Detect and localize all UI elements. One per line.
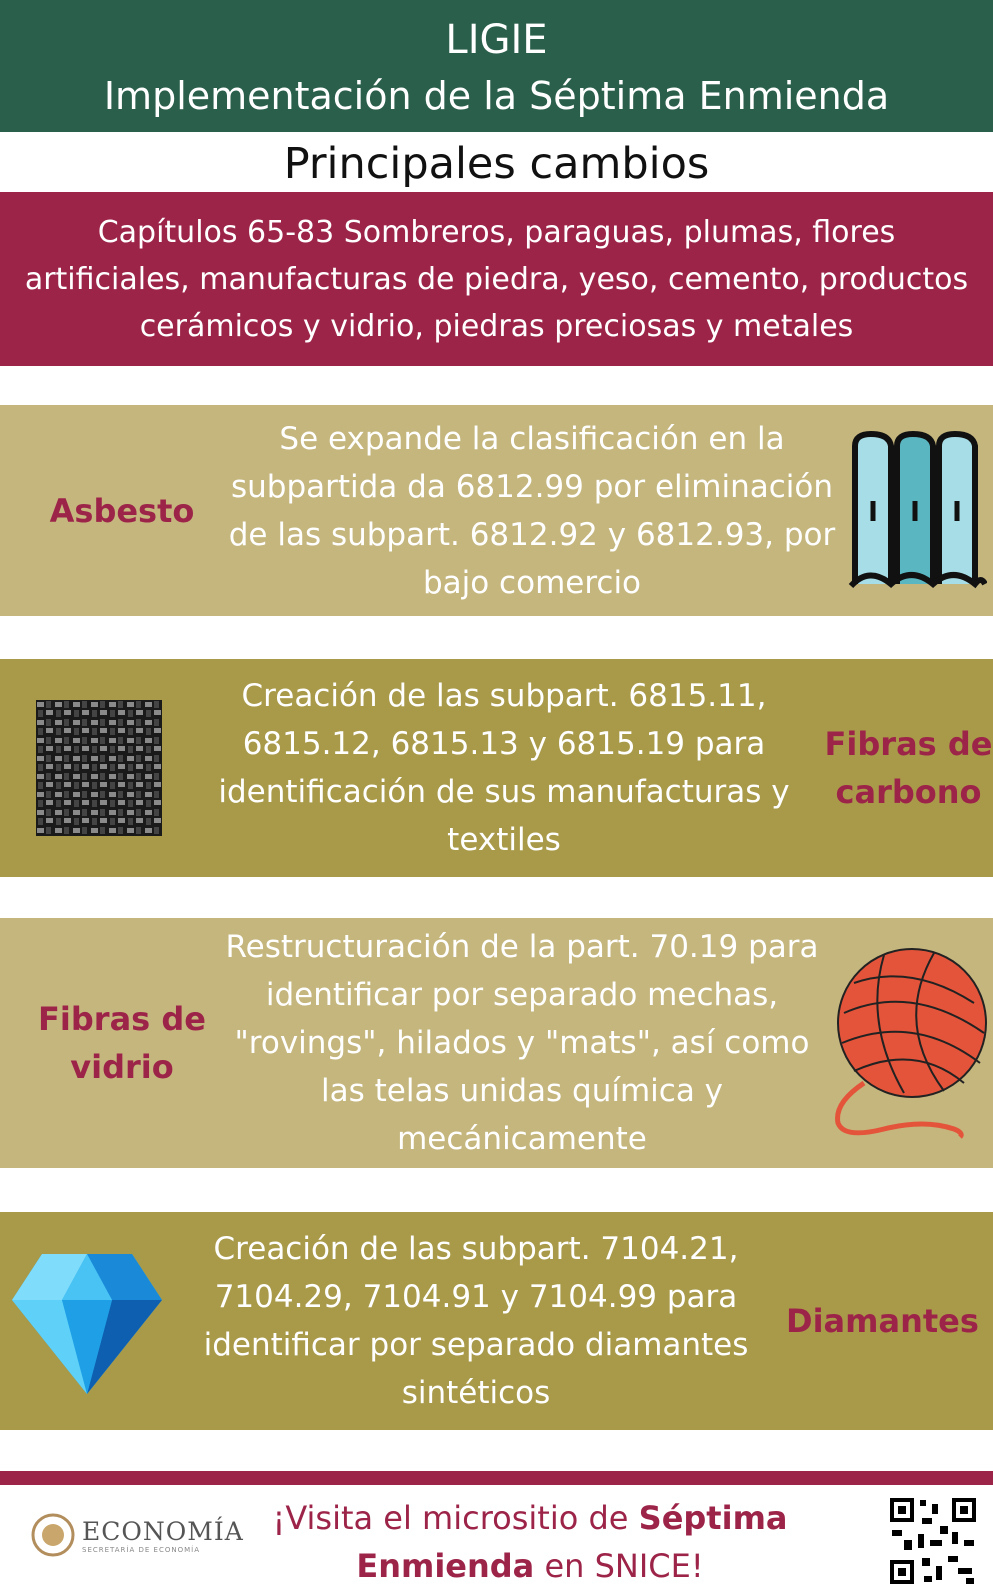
economia-logo xyxy=(30,1512,244,1558)
cta-text-bold: Séptima Enmienda xyxy=(356,1499,788,1585)
section-label: Asbesto xyxy=(49,491,195,530)
chapters-banner xyxy=(0,192,993,366)
logo-name: ECONOMÍA xyxy=(82,1516,244,1546)
diamond-icon xyxy=(8,1246,166,1396)
cta-text-part2: en SNICE! xyxy=(534,1547,704,1585)
yarn-ball-icon xyxy=(822,943,992,1143)
carbon-fiber-weave-icon xyxy=(14,700,184,836)
microsite-cta[interactable] xyxy=(250,1494,810,1590)
eagle-seal-icon xyxy=(30,1512,76,1558)
section-diamantes xyxy=(0,1212,993,1430)
footer-divider xyxy=(0,1471,993,1485)
section-label: Fibras de carbono xyxy=(824,725,993,811)
chapters-text: Capítulos 65-83 Sombreros, paraguas, plumas, flores artificiales, manufacturas de piedra, yeso, cemento, productos cerámicos y vidrio, piedras preciosas y metales xyxy=(24,214,969,344)
header-subtitle: Implementación de la Séptima Enmienda xyxy=(103,74,890,118)
section-fibras-carbono xyxy=(0,659,993,877)
page-title: Principales cambios xyxy=(283,139,710,189)
section-text: Creación de las subpart. 7104.21, 7104.29, 7104.91 y 7104.99 para identificar por separado diamantes sintéticos xyxy=(203,1231,749,1411)
qr-code-icon[interactable] xyxy=(888,1496,978,1590)
cta-text-part1: ¡Visita el micrositio de xyxy=(272,1499,639,1537)
logo-subtitle: SECRETARÍA DE ECONOMÍA xyxy=(82,1545,201,1554)
corrugated-sheet-icon xyxy=(842,426,992,596)
section-text: Creación de las subpart. 6815.11, 6815.12, 6815.13 y 6815.19 para identificación de sus manufacturas y textiles xyxy=(218,678,790,858)
section-fibras-vidrio xyxy=(0,918,993,1168)
section-text: Restructuración de la part. 70.19 para identificar por separado mechas, "rovings", hilados y "mats", así como las telas unidas química y mecánicamente xyxy=(225,929,819,1157)
section-text: Se expande la clasificación en la subpartida da 6812.99 por eliminación de las subpart. 6812.92 y 6812.93, por bajo comercio xyxy=(228,420,836,601)
section-asbesto xyxy=(0,405,993,616)
header-title: LIGIE xyxy=(445,17,548,63)
section-label: Diamantes xyxy=(786,1302,979,1340)
section-label: Fibras de vidrio xyxy=(38,1000,206,1086)
header-banner xyxy=(0,0,993,132)
